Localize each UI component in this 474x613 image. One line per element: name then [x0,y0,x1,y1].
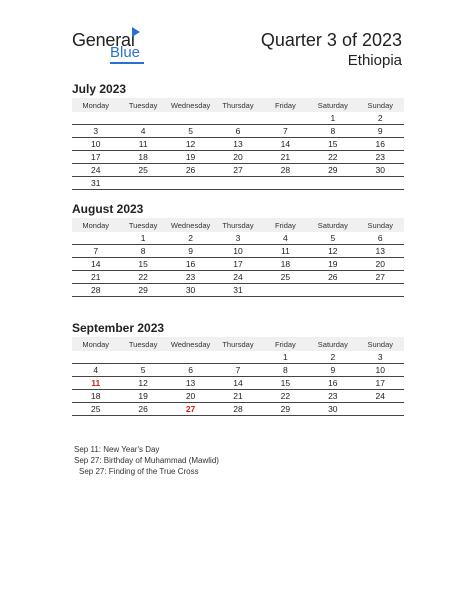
weekday-header: Wednesday [167,337,214,351]
day-cell: 18 [119,151,166,164]
week-row [72,364,404,377]
day-cell: 7 [72,245,119,258]
day-cell: 29 [262,403,309,416]
day-cell: 5 [119,364,166,377]
day-cell: 31 [72,177,119,190]
day-cell: 29 [119,284,166,297]
weekday-header: Sunday [357,98,404,112]
weekday-header: Thursday [214,98,261,112]
week-row [72,351,404,364]
day-cell: 27 [214,164,261,177]
empty-day-cell [119,112,166,125]
day-cell: 10 [357,364,404,377]
week-row [72,125,404,138]
empty-day-cell [309,177,356,190]
day-cell: 28 [72,284,119,297]
day-cell: 26 [309,271,356,284]
empty-day-cell [119,351,166,364]
week-row [72,151,404,164]
day-cell: 7 [214,364,261,377]
page-title: Quarter 3 of 2023 [260,30,402,50]
day-cell: 13 [167,377,214,390]
logo-general-text: General [72,30,135,50]
day-cell: 25 [72,403,119,416]
week-row [72,177,404,190]
weekday-header: Monday [72,337,119,351]
logo-underline [110,62,144,64]
day-cell: 7 [262,125,309,138]
day-cell: 14 [72,258,119,271]
day-cell: 26 [167,164,214,177]
empty-day-cell [262,284,309,297]
day-cell: 18 [72,390,119,403]
weekday-header: Sunday [357,218,404,232]
day-cell: 6 [167,364,214,377]
weekday-header: Friday [262,337,309,351]
holiday-notes [74,444,219,477]
day-cell: 5 [167,125,214,138]
empty-day-cell [262,177,309,190]
empty-day-cell [214,112,261,125]
day-cell: 5 [309,232,356,245]
week-row [72,271,404,284]
weekday-header: Saturday [309,337,356,351]
day-cell: 30 [167,284,214,297]
month-august [72,200,404,297]
day-cell: 1 [309,112,356,125]
day-cell: 29 [309,164,356,177]
logo-triangle-icon [132,27,140,37]
day-cell: 25 [119,164,166,177]
holiday-day-cell: 27 [167,403,214,416]
day-cell: 20 [167,390,214,403]
empty-day-cell [167,351,214,364]
day-cell: 12 [167,138,214,151]
day-cell: 28 [262,164,309,177]
day-cell: 22 [262,390,309,403]
day-cell: 16 [357,138,404,151]
weekday-header: Friday [262,218,309,232]
day-cell: 2 [167,232,214,245]
day-cell: 24 [214,271,261,284]
day-cell: 15 [262,377,309,390]
day-cell: 1 [262,351,309,364]
day-cell: 19 [119,390,166,403]
week-row [72,390,404,403]
day-cell: 30 [357,164,404,177]
week-row [72,232,404,245]
week-row [72,245,404,258]
day-cell: 13 [214,138,261,151]
day-cell: 13 [357,245,404,258]
month-title: September 2023 [72,321,165,335]
day-cell: 15 [119,258,166,271]
calendar-table [72,218,404,297]
weekday-header: Saturday [309,218,356,232]
logo-blue-text: Blue [110,44,141,61]
day-cell: 4 [262,232,309,245]
weekday-header: Tuesday [119,337,166,351]
day-cell: 24 [357,390,404,403]
day-cell: 25 [262,271,309,284]
day-cell: 17 [72,151,119,164]
weekday-header: Friday [262,98,309,112]
weekday-header-row [72,218,404,232]
day-cell: 8 [262,364,309,377]
day-cell: 14 [214,377,261,390]
weekday-header: Tuesday [119,98,166,112]
day-cell: 22 [309,151,356,164]
day-cell: 2 [309,351,356,364]
day-cell: 19 [309,258,356,271]
weekday-header: Wednesday [167,98,214,112]
day-cell: 20 [214,151,261,164]
empty-day-cell [72,232,119,245]
day-cell: 26 [119,403,166,416]
month-july [72,80,404,190]
day-cell: 16 [167,258,214,271]
week-row [72,112,404,125]
month-title: July 2023 [72,82,127,96]
empty-day-cell [357,403,404,416]
weekday-header: Sunday [357,337,404,351]
day-cell: 10 [214,245,261,258]
day-cell: 28 [214,403,261,416]
day-cell: 3 [357,351,404,364]
weekday-header: Thursday [214,337,261,351]
empty-day-cell [214,351,261,364]
day-cell: 21 [214,390,261,403]
day-cell: 4 [119,125,166,138]
day-cell: 12 [309,245,356,258]
day-cell: 8 [309,125,356,138]
empty-day-cell [357,284,404,297]
day-cell: 12 [119,377,166,390]
day-cell: 21 [72,271,119,284]
day-cell: 4 [72,364,119,377]
day-cell: 27 [357,271,404,284]
day-cell: 3 [214,232,261,245]
week-row [72,284,404,297]
weekday-header: Thursday [214,218,261,232]
empty-day-cell [214,177,261,190]
holiday-note: Sep 27: Birthday of Muhammad (Mawlid) [74,456,219,465]
empty-day-cell [357,177,404,190]
day-cell: 16 [309,377,356,390]
week-row [72,138,404,151]
holiday-note: Sep 27: Finding of the True Cross [79,467,199,476]
calendar-table [72,98,404,190]
calendar-table [72,337,404,416]
day-cell: 17 [214,258,261,271]
day-cell: 15 [309,138,356,151]
weekday-header: Monday [72,218,119,232]
empty-day-cell [167,177,214,190]
day-cell: 23 [357,151,404,164]
day-cell: 9 [357,125,404,138]
weekday-header-row [72,337,404,351]
day-cell: 6 [357,232,404,245]
day-cell: 31 [214,284,261,297]
day-cell: 30 [309,403,356,416]
empty-day-cell [119,177,166,190]
empty-day-cell [262,112,309,125]
day-cell: 9 [167,245,214,258]
day-cell: 1 [119,232,166,245]
day-cell: 8 [119,245,166,258]
day-cell: 24 [72,164,119,177]
empty-day-cell [72,112,119,125]
day-cell: 2 [357,112,404,125]
holiday-note: Sep 11: New Year's Day [74,445,160,454]
day-cell: 23 [167,271,214,284]
day-cell: 9 [309,364,356,377]
empty-day-cell [309,284,356,297]
day-cell: 21 [262,151,309,164]
week-row [72,164,404,177]
weekday-header: Monday [72,98,119,112]
empty-day-cell [72,351,119,364]
day-cell: 22 [119,271,166,284]
day-cell: 3 [72,125,119,138]
day-cell: 17 [357,377,404,390]
weekday-header-row [72,98,404,112]
holiday-day-cell: 11 [72,377,119,390]
weekday-header: Tuesday [119,218,166,232]
day-cell: 18 [262,258,309,271]
day-cell: 23 [309,390,356,403]
week-row [72,377,404,390]
day-cell: 6 [214,125,261,138]
day-cell: 11 [119,138,166,151]
week-row [72,403,404,416]
day-cell: 20 [357,258,404,271]
empty-day-cell [167,112,214,125]
day-cell: 19 [167,151,214,164]
month-title: August 2023 [72,202,144,216]
country-name: Ethiopia [347,52,402,69]
day-cell: 11 [262,245,309,258]
weekday-header: Wednesday [167,218,214,232]
month-september [72,319,404,416]
day-cell: 14 [262,138,309,151]
week-row [72,258,404,271]
weekday-header: Saturday [309,98,356,112]
day-cell: 10 [72,138,119,151]
